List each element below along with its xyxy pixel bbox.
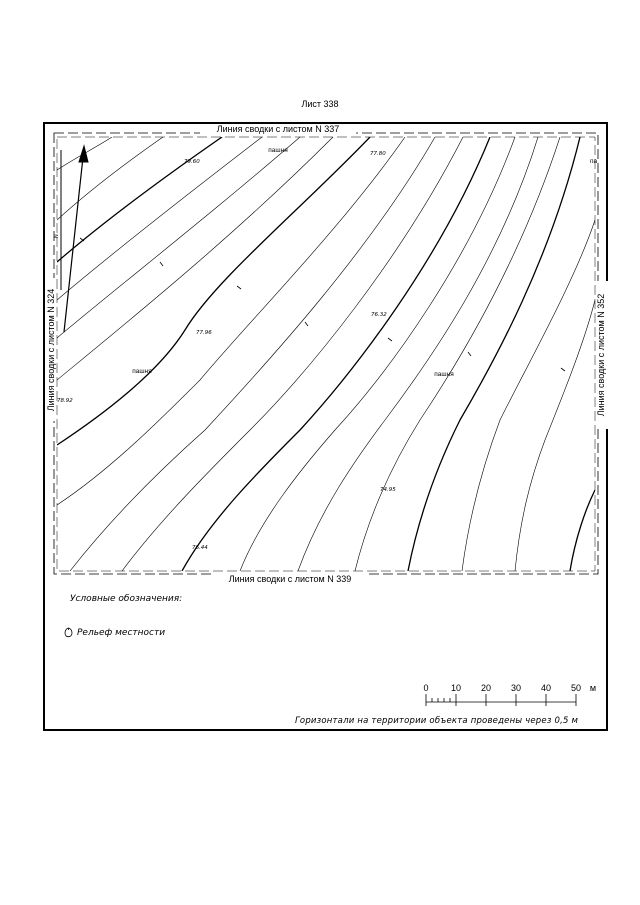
slope-tick xyxy=(160,262,163,266)
border-label-left: Линия сводки с листом N 324 xyxy=(46,288,56,412)
contour-line xyxy=(122,137,463,571)
elevation-mark: 74.95 xyxy=(380,487,396,493)
scale-unit: м xyxy=(589,683,597,693)
scale-tick-label: 30 xyxy=(510,683,522,693)
contour-line xyxy=(57,137,163,220)
slope-tick xyxy=(305,322,308,326)
slope-tick xyxy=(468,352,471,356)
contour-line xyxy=(515,300,595,571)
contour-line xyxy=(298,137,538,571)
contour-interval-note: Горизонтали на территории объекта проведены через 0,5 м xyxy=(295,716,579,726)
elevation-mark: 77.96 xyxy=(196,330,212,336)
contour-line xyxy=(570,490,595,571)
scale-tick-label: 40 xyxy=(540,683,552,693)
north-arrow-label: N xyxy=(54,234,60,238)
border-label-bottom: Линия сводки с листом N 339 xyxy=(228,574,352,584)
slope-tick xyxy=(388,338,392,341)
slope-tick xyxy=(561,368,565,371)
border-label-right: Линия сводки с листом N 352 xyxy=(596,293,606,417)
scale-tick-label: 0 xyxy=(423,683,429,693)
contour-line xyxy=(182,137,490,571)
contour-line xyxy=(70,137,435,571)
elevation-mark: 78.92 xyxy=(57,398,73,404)
elevation-mark: 77.80 xyxy=(370,151,386,157)
contour-line xyxy=(57,137,370,445)
contour-line xyxy=(57,137,333,380)
elevation-mark: 76.32 xyxy=(371,312,387,318)
elevation-mark: 76.44 xyxy=(192,545,208,551)
land-use-label: па xyxy=(590,158,598,165)
scale-tick-label: 10 xyxy=(450,683,462,693)
contour-line xyxy=(462,220,595,571)
land-use-label: пашня xyxy=(132,368,152,375)
contour-line xyxy=(355,137,560,571)
scale-tick-label: 50 xyxy=(570,683,582,693)
scale-bar xyxy=(420,680,605,710)
slope-tick xyxy=(237,286,241,289)
land-use-label: пашня xyxy=(268,147,288,154)
sheet-title: Лист 338 xyxy=(301,99,339,109)
legend-item-relief xyxy=(64,627,165,638)
land-use-label: пашня xyxy=(434,371,454,378)
border-label-top: Линия сводки с листом N 337 xyxy=(216,124,340,134)
contour-relief-icon xyxy=(64,627,73,638)
contour-line xyxy=(57,137,405,505)
scale-tick-label: 20 xyxy=(480,683,492,693)
legend-title: Условные обозначения: xyxy=(70,594,183,604)
legend-item-label: Рельеф местности xyxy=(77,627,166,638)
contour-line xyxy=(408,137,580,571)
elevation-mark: 79.60 xyxy=(184,159,200,165)
